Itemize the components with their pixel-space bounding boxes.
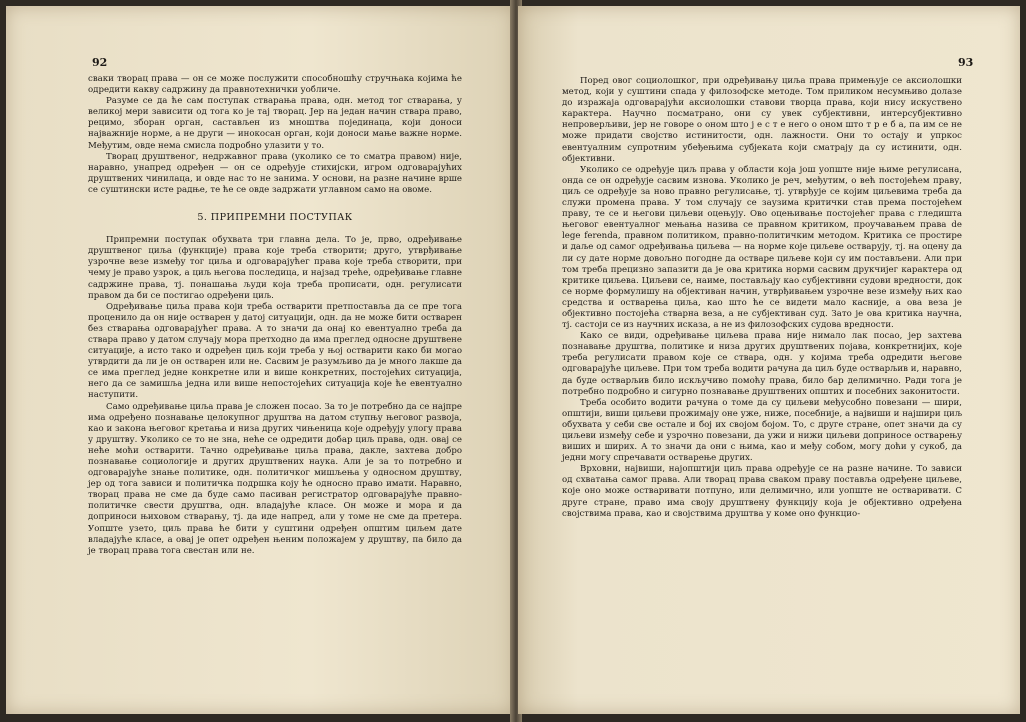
- paragraph: Разуме се да ће сам поступак стварања права, одн. метод тог стварања, у великој мери зависити од тога ко је тај творац. Јер на један начин ствара право, рецимо, зборан орган, састављен из мноштва појединаца, који доноси најважније норме, а не други — инокосан орган, који доноси мање важне норме. Међутим, овде нема смисла подробно улазити у то.: [88, 96, 462, 151]
- paragraph: Творац друштвеног, недржавног права (уколико се то сматра правом) није, наравно, унапред одређен — он се одређује стихијски, игром одговарајућих друштвених чинилаца, и овде нас то не занима. У основи, на разне начине врше се суштински исте радње, те ће се овде задржати углавном само на овоме.: [88, 151, 462, 195]
- paragraph: Припремни поступак обухвата три главна дела. То је, прво, одређивање друштвеног циља (функције) права које треба створити; друго, утврђивање узрочне везе између тог циља и одговарајућег права које треба створити, при чему је право узрок, а циљ његова последица, и најзад треће, одређивање главне садржине права, тј. понашања људи која треба прописати, одн. регулисати правом да би се постигао одређени циљ.: [88, 235, 462, 301]
- paragraph: Како се види, одређивање циљева права није нимало лак посао, јер захтева познавање друштва, политике и низа других друштвених појава, конкретнијих, које треба регулисати правом које се ствара, одн. у којима треба одредити његове одговарајуће циљеве. При том треба водити рачуна да циљ буде остварљив и, наравно, да буде остварљив било искључиво помоћу права, било бар делимично. Ради тога је потребно подробно и сигурно познавање друштвених општих и посебних законитости.: [562, 331, 962, 397]
- right-page: [518, 6, 1020, 714]
- paragraph: Само одређивање циља права је сложен посао. За то је потребно да се најпре има одређено познавање целокупног друштва на датом ступњу његовог развоја, као и закона његовог кретања и низа других чињеница које одређују улогу права у друштву. Уколико се то не зна, неће се одредити добар циљ права, одн. овај се неће моћи остварити. Тачно одређивање циља права, дакле, захтева добро познавање социологије и других друштвених наука. Али је за то потребно и одговарајуће знање политике, одн. политичког мишљења у односном друштву, јер од тога зависи и политичка подршка коју ће односно право имати. Наравно, творац права не сме да буде само пасиван регистратор одговарајуће правно-политичке свести друштва, одн. владајуће класе. Он може и мора и да доприноси њиховом стварању, тј. да иде напред, али у томе не сме да претера. Уопште узето, циљ права ће бити у суштини одређен општим циљем дате владајуће класе, а овај је опет одређен њеним положајем у друштву, па било да је творац права тога свестан или не.: [88, 401, 462, 556]
- page-body: [562, 76, 962, 520]
- paragraph: Поред овог социолошког, при одређивању циља права примењује се аксиолошки метод, који у суштини спада у филозофске методе. Том приликом несумњиво долазе до изражаја одговарајући аксиолошки ставови творца права, који нису искуствено карактера. Научно посматрано, они су увек субјективни, интерсубјективно непроверљиви, јер не говоре о оном што ј е с т е него о оном што т р е б а, па им се не може придати својство истинитости, одн. лажности. Они то остају и упркос евентуалним супротним убеђењима субјеката који сматрају да су истинити, одн. објективни.: [562, 76, 962, 164]
- paragraph: Одређивање циља права који треба остварити претпоставља да се пре тога проценило да он није остварен у датој ситуацији, одн. да не може бити остварен без стварања одговарајућег права. А то значи да онај ко евентуално треба да ствара право у датом случају мора претходно да има преглед односне друштвене ситуације, а исто тако и одређен циљ који треба у њој остварити како би могао утврдити да ли је он остварен или не. Сасвим је разумљиво да је много лакше да се има преглед једне конкретне или и више конкретних, постојећих ситуација, него да се замишља једна или више непостојећих ситуација које ће евентуално наступити.: [88, 301, 462, 401]
- section-heading: 5. ПРИПРЕМНИ ПОСТУПАК: [197, 212, 353, 224]
- paragraph: Врховни, највиши, најопштији циљ права одређује се на разне начине. То зависи од схватања самог права. Али творац права сваком праву поставља одређене циљеве, које оно може остваривати потпуно, или делимично, или уопште не остваривати. С друге стране, право има своју друштвену функцију која је објективно одређена својствима права, као и својствима друштва у коме оно функцио-: [562, 464, 962, 519]
- paragraph: сваки творац права — он се може послужити способношћу стручњака којима ће одредити какву садржину да правнотехнички уобличе.: [88, 74, 462, 96]
- left-page: [6, 6, 514, 714]
- page-number: 93: [958, 56, 974, 69]
- paragraph: Уколико се одређује циљ права у области која још уопште није њиме регулисана, онда се он одређује сасвим изнова. Уколико је реч, међутим, о већ постојећем праву, циљ се одређује за ново правно регулисање, тј. утврђује се којим циљевима треба да служи промена права. У том случају се заузима критички став према постојећем праву, те се и његови циљеви оцењују. Ово оцењивање постојећег права с гледишта његовог евентуалног мењања назива се правном критиком, проучавањем права de lege ferenda, правном политиком, правно-политичким методом. Критика се простире и даље од самог одређивања циљева — на норме које циљеве остварују, тј. на оцену да ли су дате норме довољно погодне да остваре циљеве који су им постављени. Али при том треба прецизно запазити да је ова критика норми сасвим друкчијег карактера од критике циљева. Циљеви се, наиме, постављају као субјективни судови вредности, док се норме формулишу на објективан начин, утврђивањем узрочне везе између њих као средства и остварења циља, као што ће се видети мало касније, а ова веза је објективно постојећа стварна веза, а не субјективан суд. Зато је ова критика научна, тј. састоји се из научних исказа, а не из филозофских судова вредности.: [562, 164, 962, 331]
- page-number: 92: [92, 56, 108, 69]
- paragraph: Треба особито водити рачуна о томе да су циљеви међусобно повезани — шири, општији, виши циљеви прожимају оне уже, ниже, посебније, а највиши и најшири циљ обухвата у себи све остале и бој их својом бојом. То, с друге стране, опет значи да су циљеви између себе и узрочно повезани, да ужи и нижи циљеви доприносе остварењу виших и ширих. А то значи да они с њима, као и међу собом, могу доћи у сукоб, да једни могу спречавати остварење других.: [562, 397, 962, 464]
- page-body: [88, 74, 462, 557]
